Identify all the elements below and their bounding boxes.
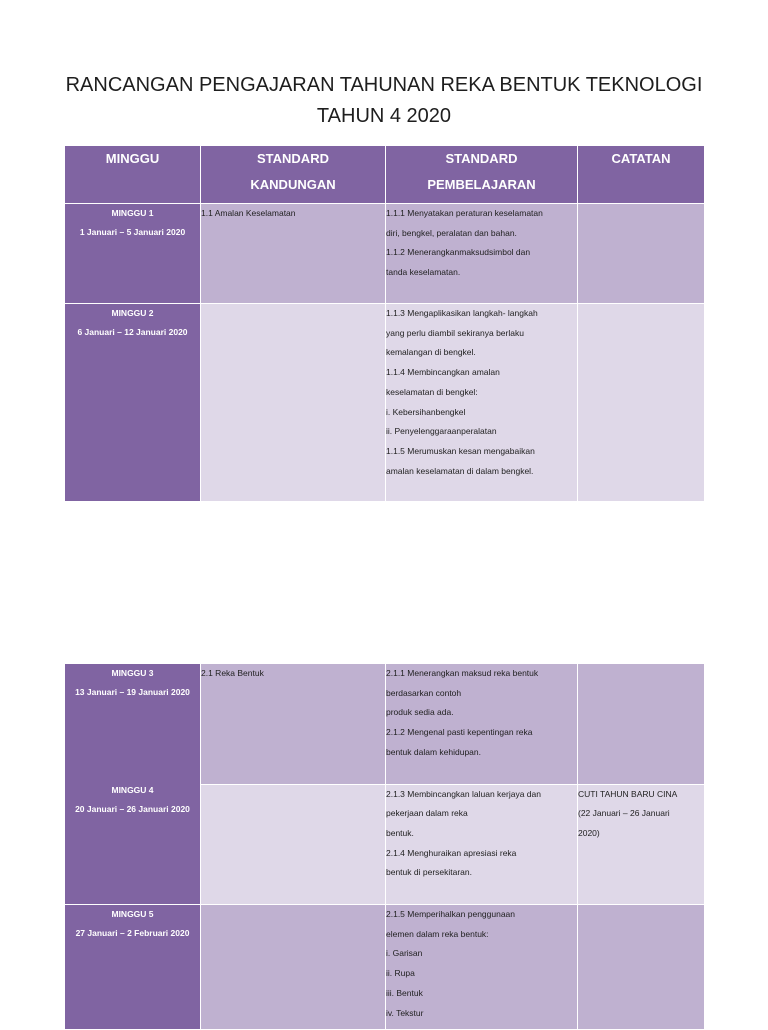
table-row-week-1 [65,204,705,304]
header-standard-pembelajaran: STANDARD PEMBELAJARAN [386,146,578,204]
title-line-2: TAHUN 4 2020 [316,105,452,127]
week-3-catatan [578,664,705,785]
week-4-dates: 20 Januari – 26 Januari 2020 [75,804,190,814]
document-title [0,70,768,132]
week-1-kandungan: 1.1 Amalan Keselamatan [201,204,386,304]
lesson-plan-table-page-2 [64,663,705,1030]
week-5-pembelajaran: 2.1.5 Memperihalkan penggunaan elemen dalam reka bentuk: i. Garisan ii. Rupa iii. Bentuk iv. Tekstur [386,905,578,1030]
week-4-catatan: CUTI TAHUN BARU CINA (22 Januari – 26 Januari 2020) [578,784,705,905]
title-line-1: RANCANGAN PENGAJARAN TAHUNAN REKA BENTUK TEKNOLOGI [65,74,703,96]
week-2-cell: MINGGU 2 6 Januari – 12 Januari 2020 [65,304,201,502]
week-3-kandungan: 2.1 Reka Bentuk [201,664,386,785]
week-2-pembelajaran: 1.1.3 Mengaplikasikan langkah- langkah yang perlu diambil sekiranya berlaku kemalangan di bengkel. 1.1.4 Membincangkan amalan keselamatan di bengkel: i. Kebersihanbengkel ii. Penyelenggaraanperalatan 1.1.5 Merumuskan kesan mengabaikan amalan keselamatan di dalam bengkel. [386,304,578,502]
week-4-pembelajaran: 2.1.3 Membincangkan laluan kerjaya dan pekerjaan dalam reka bentuk. 2.1.4 Menghuraikan apresiasi reka bentuk di persekitaran. [386,784,578,905]
lesson-plan-table-page-1 [64,145,705,502]
week-5-kandungan [201,905,386,1030]
table-row-week-5 [65,905,705,1030]
week-2-catatan [578,304,705,502]
table-row-week-2 [65,304,705,502]
week-5-catatan [578,905,705,1030]
week-1-pembelajaran: 1.1.1 Menyatakan peraturan keselamatan diri, bengkel, peralatan dan bahan. 1.1.2 Menerangkanmaksudsimbol dan tanda keselamatan. [386,204,578,304]
week-3-pembelajaran: 2.1.1 Menerangkan maksud reka bentuk berdasarkan contoh produk sedia ada. 2.1.2 Mengenal pasti kepentingan reka bentuk dalam kehidupan. [386,664,578,785]
week-3-dates: 13 Januari – 19 Januari 2020 [75,687,190,697]
week-4-kandungan [201,784,386,905]
header-minggu: MINGGU [65,146,201,204]
week-4-label: MINGGU 4 [111,785,154,795]
table-header-row [65,146,705,204]
week-1-catatan [578,204,705,304]
header-catatan: CATATAN [578,146,705,204]
week-2-kandungan [201,304,386,502]
week-3-label: MINGGU 3 [111,668,154,678]
header-standard-kandungan: STANDARD KANDUNGAN [201,146,386,204]
week-1-cell: MINGGU 1 1 Januari – 5 Januari 2020 [65,204,201,304]
table-row-week-3-4 [65,664,705,785]
week-3-4-cell [65,664,201,905]
week-5-cell: MINGGU 5 27 Januari – 2 Februari 2020 [65,905,201,1030]
